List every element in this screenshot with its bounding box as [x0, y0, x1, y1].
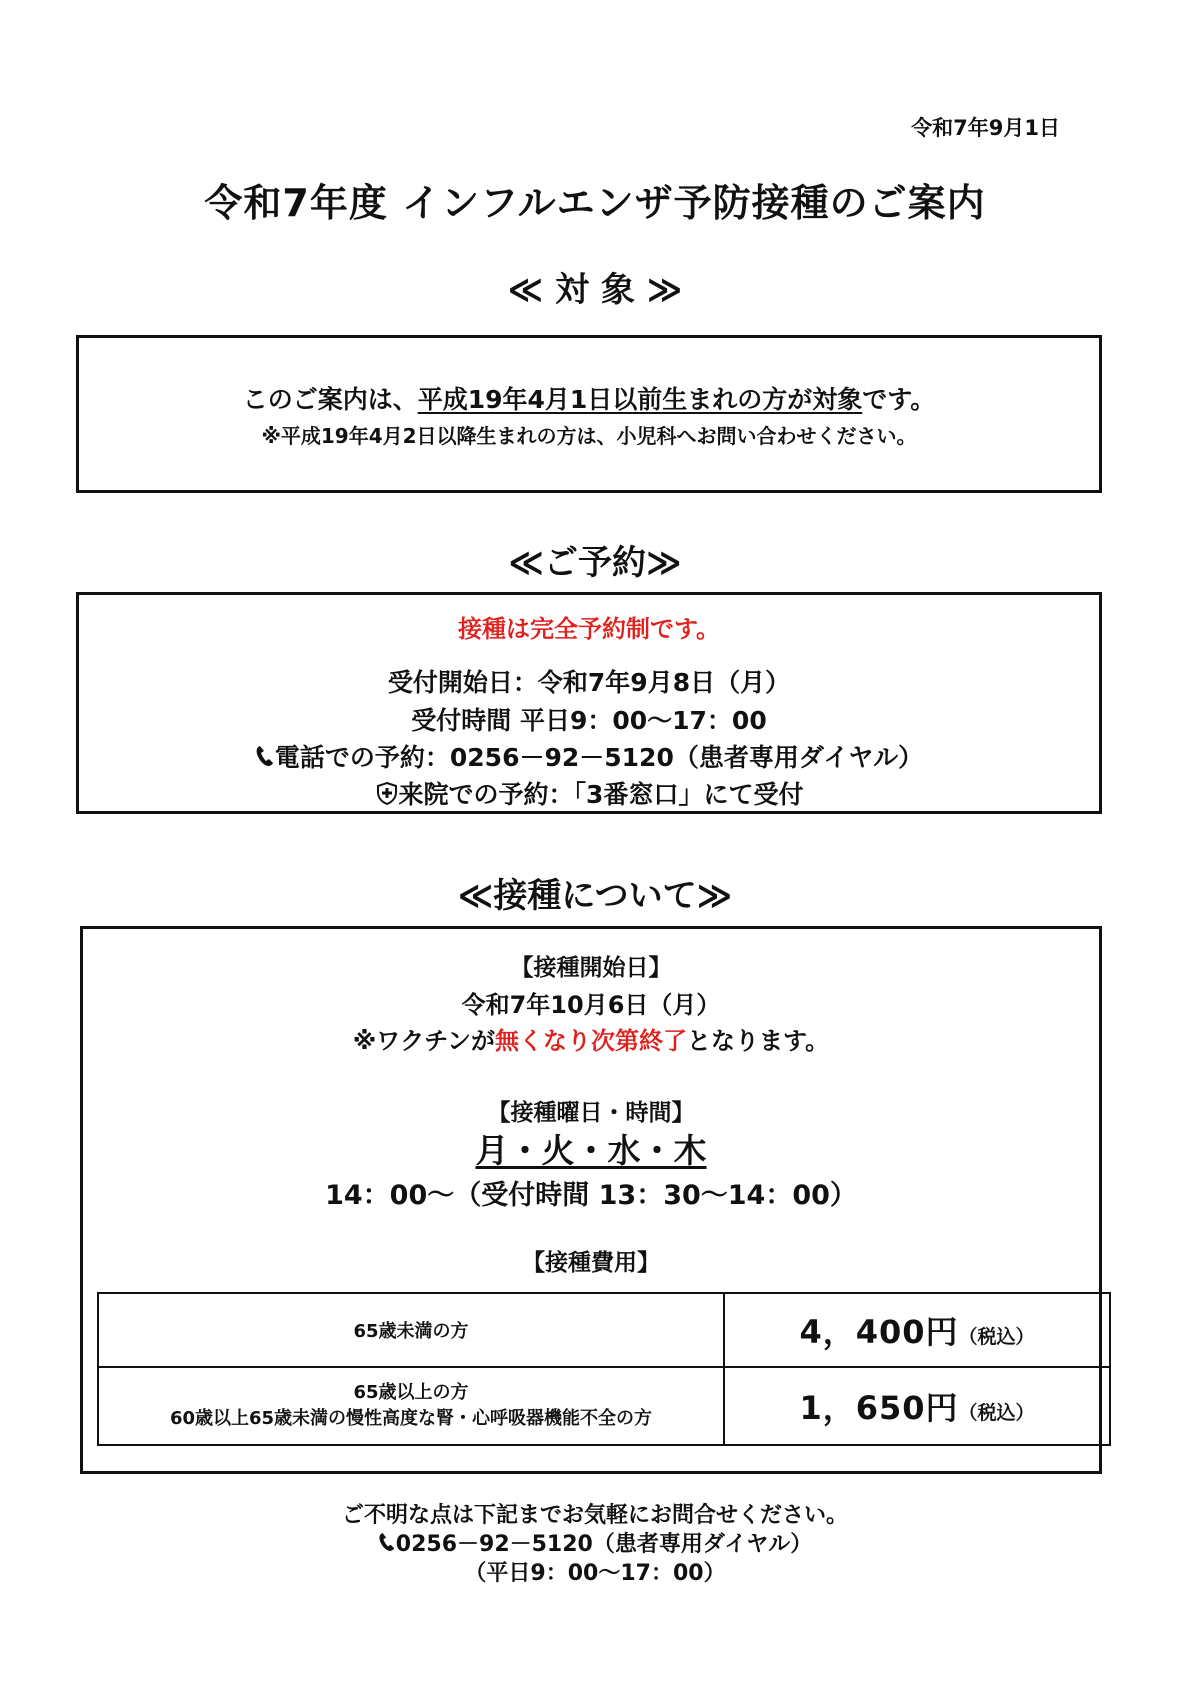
- target-line1-underlined: 平成19年4月1日以前生まれの方が対象: [417, 385, 863, 414]
- target-note: ※平成19年4月2日以降生まれの方は、小児科へお問い合わせください。: [261, 424, 917, 448]
- footer-phone-line: [0, 1527, 1190, 1559]
- vaccination-time: 14：00～（受付時間 13：30～14：00）: [325, 1180, 857, 1211]
- fee-tax: （税込）: [958, 1326, 1035, 1348]
- end-note-post: となります。: [687, 1027, 830, 1055]
- footer-hours: （平日9：00～17：00）: [464, 1561, 726, 1586]
- fee-price: 4，400円: [799, 1313, 959, 1351]
- reservation-visit: 来院での予約：「3番窓口」にて受付: [398, 780, 804, 809]
- reservation-notice: 接種は完全予約制です。: [457, 615, 721, 643]
- footer-phone: 0256－92－5120（患者専用ダイヤル）: [395, 1532, 813, 1557]
- end-note: [83, 1021, 1099, 1056]
- target-heading: ≪ 対 象 ≫: [507, 270, 683, 310]
- fee-price: 1，650円: [799, 1389, 959, 1427]
- end-note-pre: ※ワクチンが: [352, 1027, 496, 1055]
- days-label: 【接種曜日・時間】: [487, 1100, 695, 1126]
- target-line1-pre: このご案内は、: [242, 385, 418, 414]
- footer-inquiry: ご不明な点は下記までお気軽にお問合せください。: [341, 1503, 848, 1528]
- fee-group-cell: [98, 1293, 724, 1367]
- fee-group-line1: 65歳未満の方: [353, 1321, 469, 1342]
- reservation-heading: ≪ご予約≫: [508, 543, 682, 583]
- target-main-line: [79, 380, 1099, 416]
- reservation-phone-line: [79, 738, 1099, 774]
- vaccination-heading: ≪接種について≫: [457, 876, 733, 916]
- phone-icon: [378, 1531, 396, 1559]
- vaccination-box: [80, 926, 1102, 1474]
- fee-price-cell: [724, 1367, 1110, 1445]
- vaccination-days: 月・火・水・木: [475, 1131, 707, 1170]
- fee-tax: （税込）: [958, 1402, 1035, 1424]
- table-row: [98, 1367, 1110, 1445]
- reservation-visit-line: [79, 775, 1099, 811]
- fee-table: [97, 1292, 1111, 1446]
- fee-group-cell: [98, 1367, 724, 1445]
- fee-price-cell: [724, 1293, 1110, 1367]
- fee-group-line2: 60歳以上65歳未満の慢性高度な腎・心呼吸器機能不全の方: [169, 1408, 653, 1429]
- end-note-red: 無くなり次第終了: [495, 1027, 688, 1055]
- reservation-box: [76, 592, 1102, 814]
- target-box: [76, 335, 1102, 493]
- document-date: 令和7年9月1日: [911, 116, 1060, 140]
- reservation-hours: 受付時間 平日9：00～17：00: [411, 706, 767, 735]
- start-date-label: 【接種開始日】: [510, 955, 672, 981]
- hospital-shield-icon: [375, 781, 399, 811]
- start-date: 令和7年10月6日（月）: [461, 991, 721, 1019]
- fee-label: 【接種費用】: [522, 1250, 660, 1276]
- fee-group-line1: 65歳以上の方: [353, 1382, 469, 1403]
- phone-icon: [255, 744, 275, 774]
- page-title: 令和7年度 インフルエンザ予防接種のご案内: [204, 181, 986, 225]
- table-row: [98, 1293, 1110, 1367]
- reservation-phone: 電話での予約：0256－92－5120（患者専用ダイヤル）: [274, 743, 924, 772]
- target-line1-post: です。: [862, 385, 936, 414]
- reservation-start-date: 受付開始日：令和7年9月8日（月）: [387, 668, 791, 697]
